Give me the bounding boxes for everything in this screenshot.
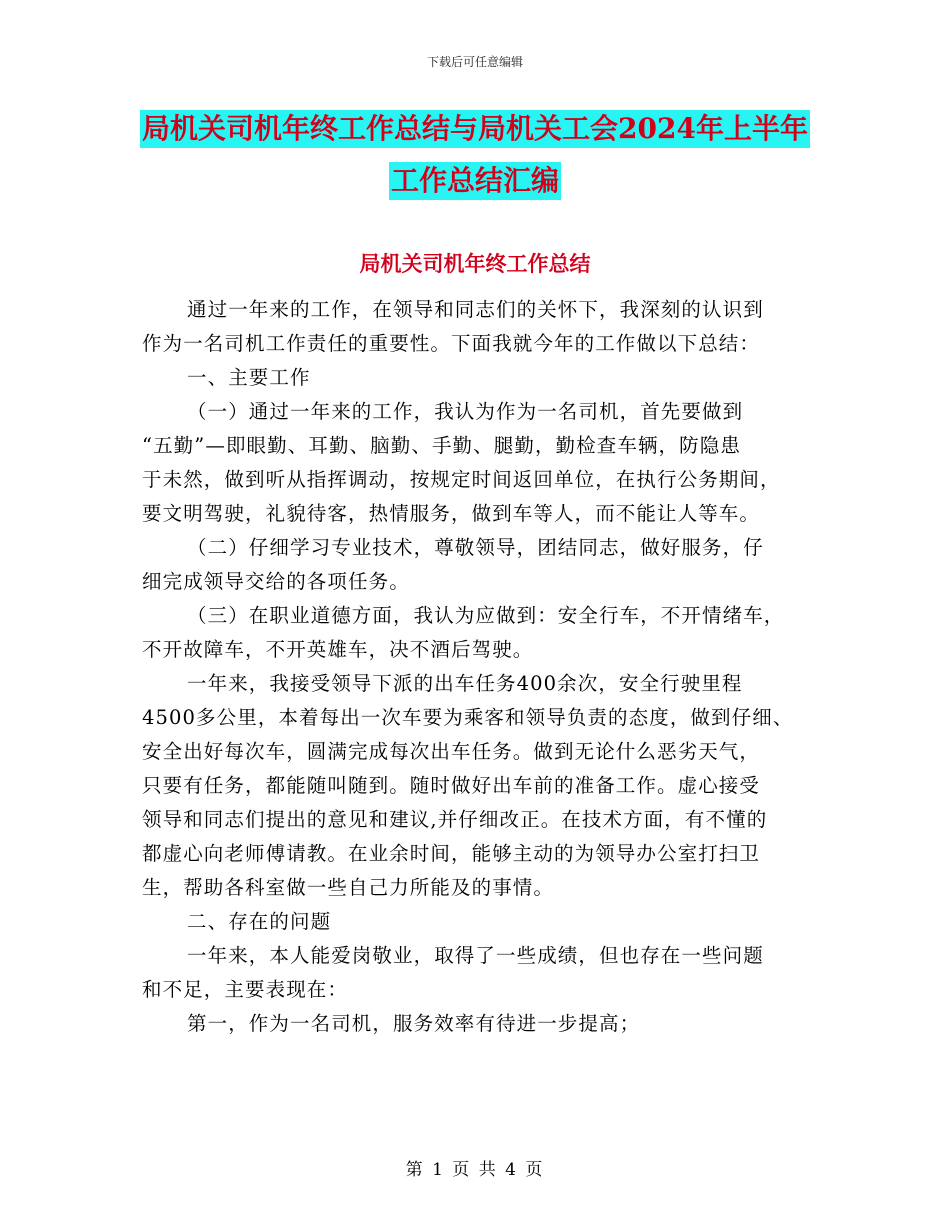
body-line: 4500多公里，本着每出一次车要为乘客和领导负责的态度，做到仔细、	[142, 706, 794, 729]
body-line: 不开故障车，不开英雄车，决不酒后驾驶。	[142, 638, 534, 661]
body-line: 于未然，做到听从指挥调动，按规定时间返回单位，在执行公务期间，	[142, 468, 781, 491]
body-line: 一年来，我接受领导下派的出车任务400余次，安全行驶里程	[187, 672, 743, 695]
body-line: （二）仔细学习专业技术，尊敬领导，团结同志，做好服务，仔	[187, 536, 764, 559]
body-line: 一年来，本人能爱岗敬业，取得了一些成绩，但也存在一些问题	[187, 944, 764, 967]
body-line: （一）通过一年来的工作，我认为作为一名司机，首先要做到	[187, 400, 744, 423]
body-line: 作为一名司机工作责任的重要性。下面我就今年的工作做以下总结：	[142, 332, 761, 355]
body-line: （三）在职业道德方面，我认为应做到：安全行车，不开情绪车，	[187, 604, 785, 627]
body-line: 通过一年来的工作，在领导和同志们的关怀下，我深刻的认识到	[187, 298, 764, 321]
section-heading: 二、存在的问题	[187, 910, 332, 933]
body-line: 和不足，主要表现在：	[142, 978, 349, 1001]
body-line: 细完成领导交给的各项任务。	[142, 570, 410, 593]
title-line-1: 局机关司机年终工作总结与局机关工会2024年上半年	[140, 110, 810, 148]
page-header: 下载后可任意编辑	[426, 55, 523, 69]
body-line: 都虚心向老师傅请教。在业余时间，能够主动的为领导办公室打扫卫	[142, 842, 761, 865]
body-line: 领导和同志们提出的意见和建议,并仔细改正。在技术方面，有不懂的	[142, 808, 768, 831]
body-line: “五勤”—即眼勤、耳勤、脑勤、手勤、腿勤，勤检查车辆，防隐患	[142, 434, 741, 457]
body-line: 只要有任务，都能随叫随到。随时做好出车前的准备工作。虚心接受	[142, 774, 761, 797]
document-body	[142, 293, 812, 1041]
document-title	[0, 110, 950, 214]
section-title: 局机关司机年终工作总结	[359, 251, 591, 276]
title-line-2: 工作总结汇编	[389, 162, 561, 200]
body-line: 第一，作为一名司机，服务效率有待进一步提高；	[187, 1012, 641, 1035]
section-heading: 一、主要工作	[187, 366, 311, 389]
page-footer: 第 1 页 共 4 页	[405, 1160, 545, 1180]
body-line: 生，帮助各科室做一些自己力所能及的事情。	[142, 876, 555, 899]
body-line: 要文明驾驶，礼貌待客，热情服务，做到车等人，而不能让人等车。	[142, 502, 761, 525]
body-line: 安全出好每次车，圆满完成每次出车任务。做到无论什么恶劣天气，	[142, 740, 761, 763]
